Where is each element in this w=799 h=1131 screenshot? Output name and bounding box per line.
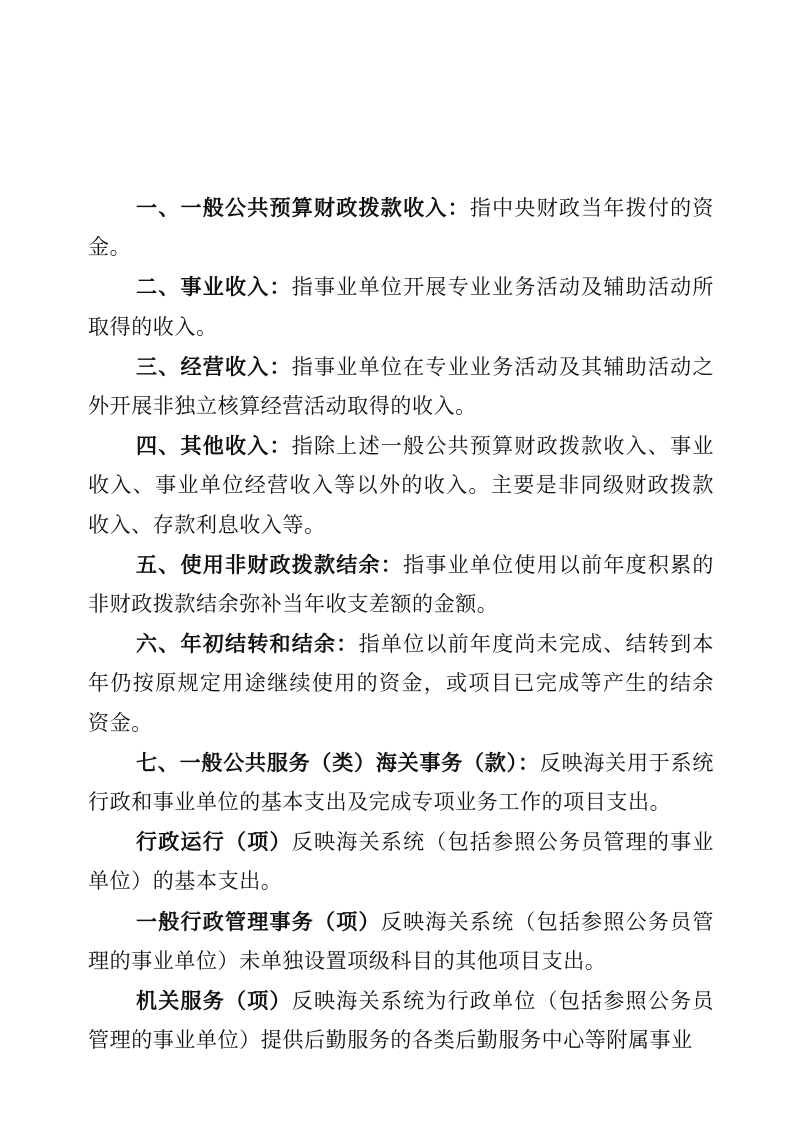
- paragraph-term: 四、其他收入：: [136, 433, 292, 459]
- paragraph-term: 七、一般公共服务（类）海关事务（款）：: [136, 749, 540, 775]
- paragraph-term: 一、一般公共预算财政拨款收入：: [136, 195, 470, 220]
- paragraph-text: 指事业单位使用以前年度积累的非财政拨款结余弥补当年收支差额的金额。: [88, 552, 714, 617]
- paragraph-text: 反映海关系统（包括参照公务员管理的事业单位）的基本支出。: [88, 830, 714, 894]
- paragraph-10: [88, 981, 714, 1060]
- paragraph-term: 三、经营收入：: [136, 353, 292, 379]
- paragraph-5: [88, 545, 714, 624]
- paragraph-2: [88, 267, 714, 346]
- paragraph-term: 二、事业收入：: [136, 274, 292, 300]
- document-body: [88, 188, 714, 1060]
- paragraph-6: [88, 624, 714, 743]
- paragraph-term: 机关服务（项）: [136, 988, 292, 1014]
- paragraph-text: 指中央财政当年拨付的资金。: [88, 196, 714, 260]
- paragraph-term: 六、年初结转和结余：: [136, 631, 359, 657]
- paragraph-7: [88, 743, 714, 822]
- paragraph-text: 反映海关系统为行政单位（包括参照公务员管理的事业单位）提供后勤服务的各类后勤服务中心等附属事业: [88, 989, 714, 1053]
- paragraph-text: 指事业单位开展专业业务活动及辅助活动所取得的收入。: [88, 275, 714, 339]
- paragraph-8: [88, 822, 714, 901]
- paragraph-text: 指除上述一般公共预算财政拨款收入、事业收入、事业单位经营收入等以外的收入。主要是非同级财政拨款收入、存款利息收入等。: [88, 434, 714, 537]
- paragraph-term: 五、使用非财政拨款结余：: [136, 551, 404, 577]
- paragraph-4: [88, 426, 714, 545]
- paragraph-term: 行政运行（项）: [136, 829, 292, 855]
- paragraph-text: 反映海关用于系统行政和事业单位的基本支出及完成专项业务工作的项目支出。: [88, 750, 714, 815]
- paragraph-9: [88, 902, 714, 981]
- paragraph-text: 指单位以前年度尚未完成、结转到本年仍按原规定用途继续使用的资金，或项目已完成等产生的结余资金。: [88, 632, 714, 735]
- paragraph-text: 反映海关系统（包括参照公务员管理的事业单位）未单独设置项级科目的其他项目支出。: [88, 909, 714, 973]
- paragraph-text: 指事业单位在专业业务活动及其辅助活动之外开展非独立核算经营活动取得的收入。: [88, 354, 714, 419]
- paragraph-1: [88, 188, 714, 267]
- paragraph-term: 一般行政管理事务（项）: [136, 908, 381, 934]
- paragraph-3: [88, 347, 714, 426]
